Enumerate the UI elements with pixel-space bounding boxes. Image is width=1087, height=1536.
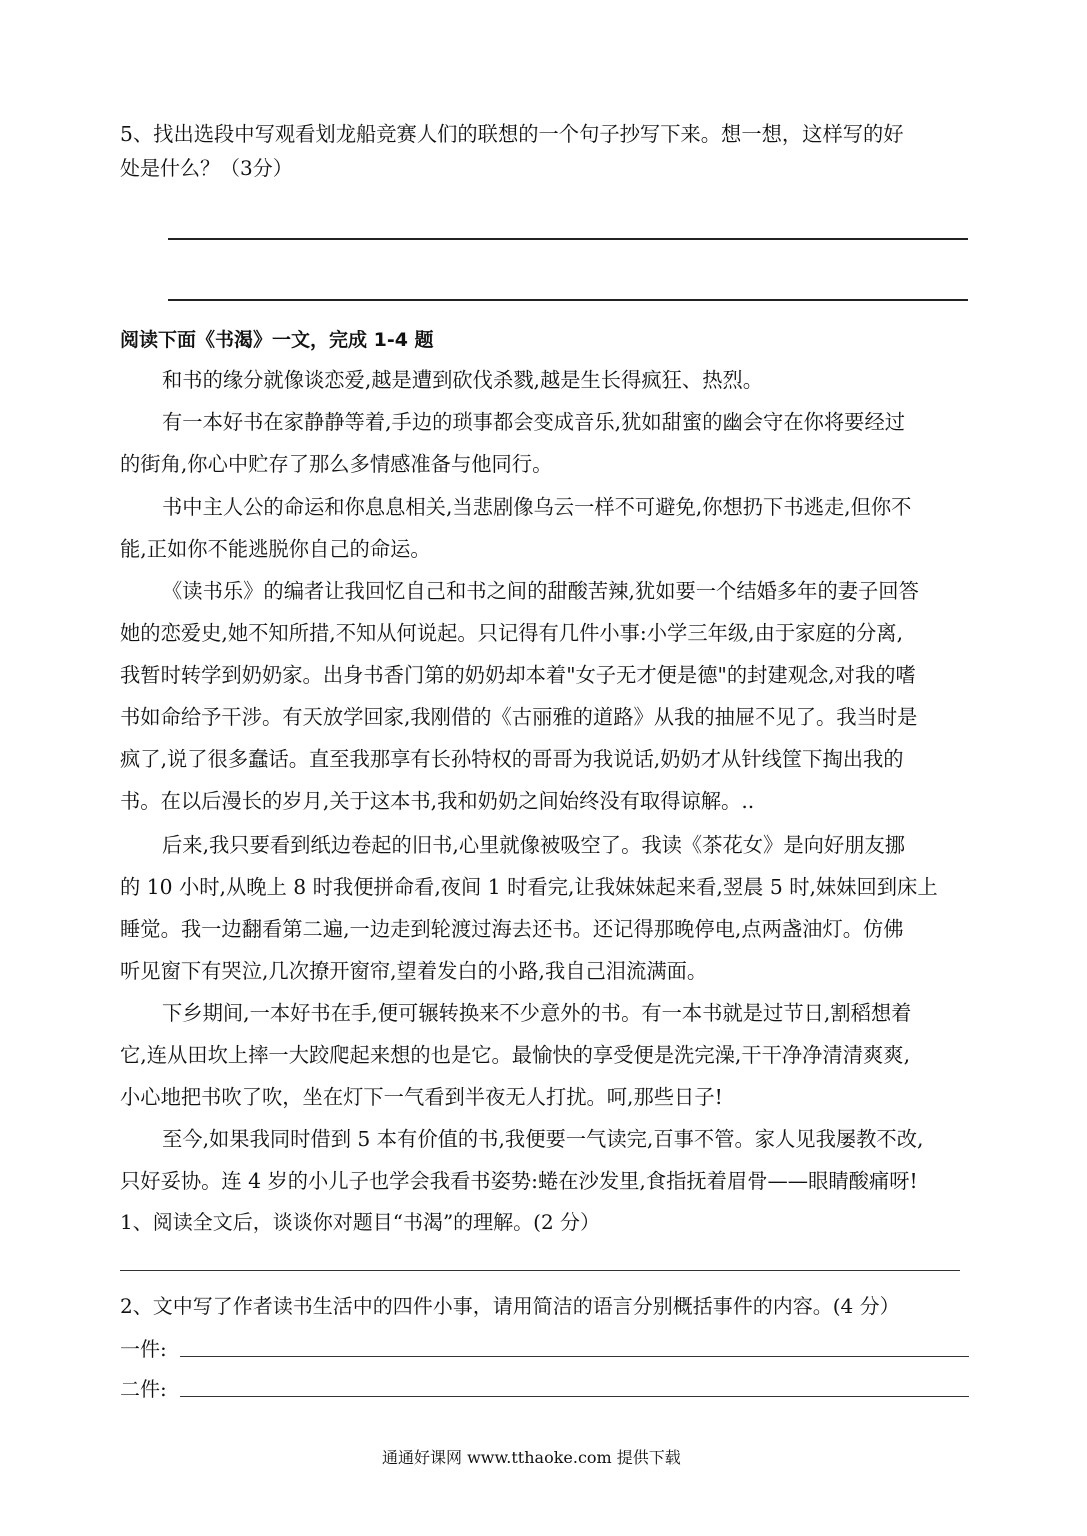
q1-answer-line[interactable] (120, 1270, 960, 1271)
passage-line: 睡觉。我一边翻看第二遍,一边走到轮渡过海去还书。还记得那晚停电,点两盏油灯。仿佛 (120, 917, 904, 941)
q2-text: 2、文中写了作者读书生活中的四件小事，请用简洁的语言分别概括事件的内容。(4 分） (120, 1294, 900, 1318)
section-heading: 阅读下面《书渴》一文，完成 1-4 题 (120, 329, 434, 351)
q5-answer-line-1[interactable] (168, 238, 968, 240)
passage-line: 它,连从田坎上摔一大跤爬起来想的也是它。最愉快的享受便是洗完澡,干干净净清清爽爽, (120, 1043, 911, 1067)
q5-line2: 处是什么？（3分） (120, 156, 293, 180)
passage-line: 疯了,说了很多蠢话。直至我那享有长孙特权的哥哥为我说话,奶奶才从针线筐下掏出我的 (120, 747, 904, 771)
q1-text: 1、阅读全文后，谈谈你对题目“书渴”的理解。(2 分） (120, 1210, 601, 1234)
item2-answer-line[interactable] (180, 1396, 969, 1397)
passage-line: 听见窗下有哭泣,几次撩开窗帘,望着发白的小路,我自己泪流满面。 (120, 959, 708, 983)
passage-line: 书。在以后漫长的岁月,关于这本书,我和奶奶之间始终没有取得谅解。.. (120, 789, 755, 813)
item2-label: 二件: (120, 1377, 167, 1401)
footer-credit: 通通好课网 www.tthaoke.com 提供下载 (382, 1448, 681, 1467)
passage-line: 的 10 小时,从晚上 8 时我便拼命看,夜间 1 时看完,让我妹妹起来看,翌晨 5 时,妹妹回到床上 (120, 875, 938, 899)
q5-answer-line-2[interactable] (168, 299, 968, 301)
passage-line: 至今,如果我同时借到 5 本有价值的书,我便要一气读完,百事不管。家人见我屡教不改, (162, 1127, 924, 1151)
passage-line: 《读书乐》的编者让我回忆自己和书之间的甜酸苦辣,犹如要一个结婚多年的妻子回答 (162, 579, 919, 603)
passage-line: 书如命给予干涉。有天放学回家,我刚借的《古丽雅的道路》从我的抽屉不见了。我当时是 (120, 705, 918, 729)
item1-label: 一件: (120, 1337, 167, 1361)
passage-line: 的街角,你心中贮存了那么多情感准备与他同行。 (120, 452, 553, 476)
item1-answer-line[interactable] (180, 1356, 969, 1357)
passage-line: 能,正如你不能逃脱你自己的命运。 (120, 537, 431, 561)
passage-line: 她的恋爱史,她不知所措,不知从何说起。只记得有几件小事:小学三年级,由于家庭的分离, (120, 621, 904, 645)
passage-line: 后来,我只要看到纸边卷起的旧书,心里就像被吸空了。我读《茶花女》是向好朋友挪 (162, 833, 906, 857)
passage-line: 有一本好书在家静静等着,手边的琐事都会变成音乐,犹如甜蜜的幽会守在你将要经过 (162, 410, 906, 434)
passage-line: 下乡期间,一本好书在手,便可辗转换来不少意外的书。有一本书就是过节日,割稻想着 (162, 1001, 912, 1025)
passage-line: 我暂时转学到奶奶家。出身书香门第的奶奶却本着"女子无才便是德"的封建观念,对我的嗜 (120, 663, 916, 687)
passage-line: 书中主人公的命运和你息息相关,当悲剧像乌云一样不可避免,你想扔下书逃走,但你不 (162, 495, 912, 519)
passage-line: 和书的缘分就像谈恋爱,越是遭到砍伐杀戮,越是生长得疯狂、热烈。 (162, 368, 764, 392)
passage-line: 只好妥协。连 4 岁的小儿子也学会我看书姿势:蜷在沙发里,食指抚着眉骨——眼睛酸痛呀! (120, 1169, 918, 1193)
passage-line: 小心地把书吹了吹，坐在灯下一气看到半夜无人打扰。呵,那些日子! (120, 1085, 723, 1109)
q5-line1: 5、找出选段中写观看划龙船竞赛人们的联想的一个句子抄写下来。想一想，这样写的好 (120, 122, 904, 146)
